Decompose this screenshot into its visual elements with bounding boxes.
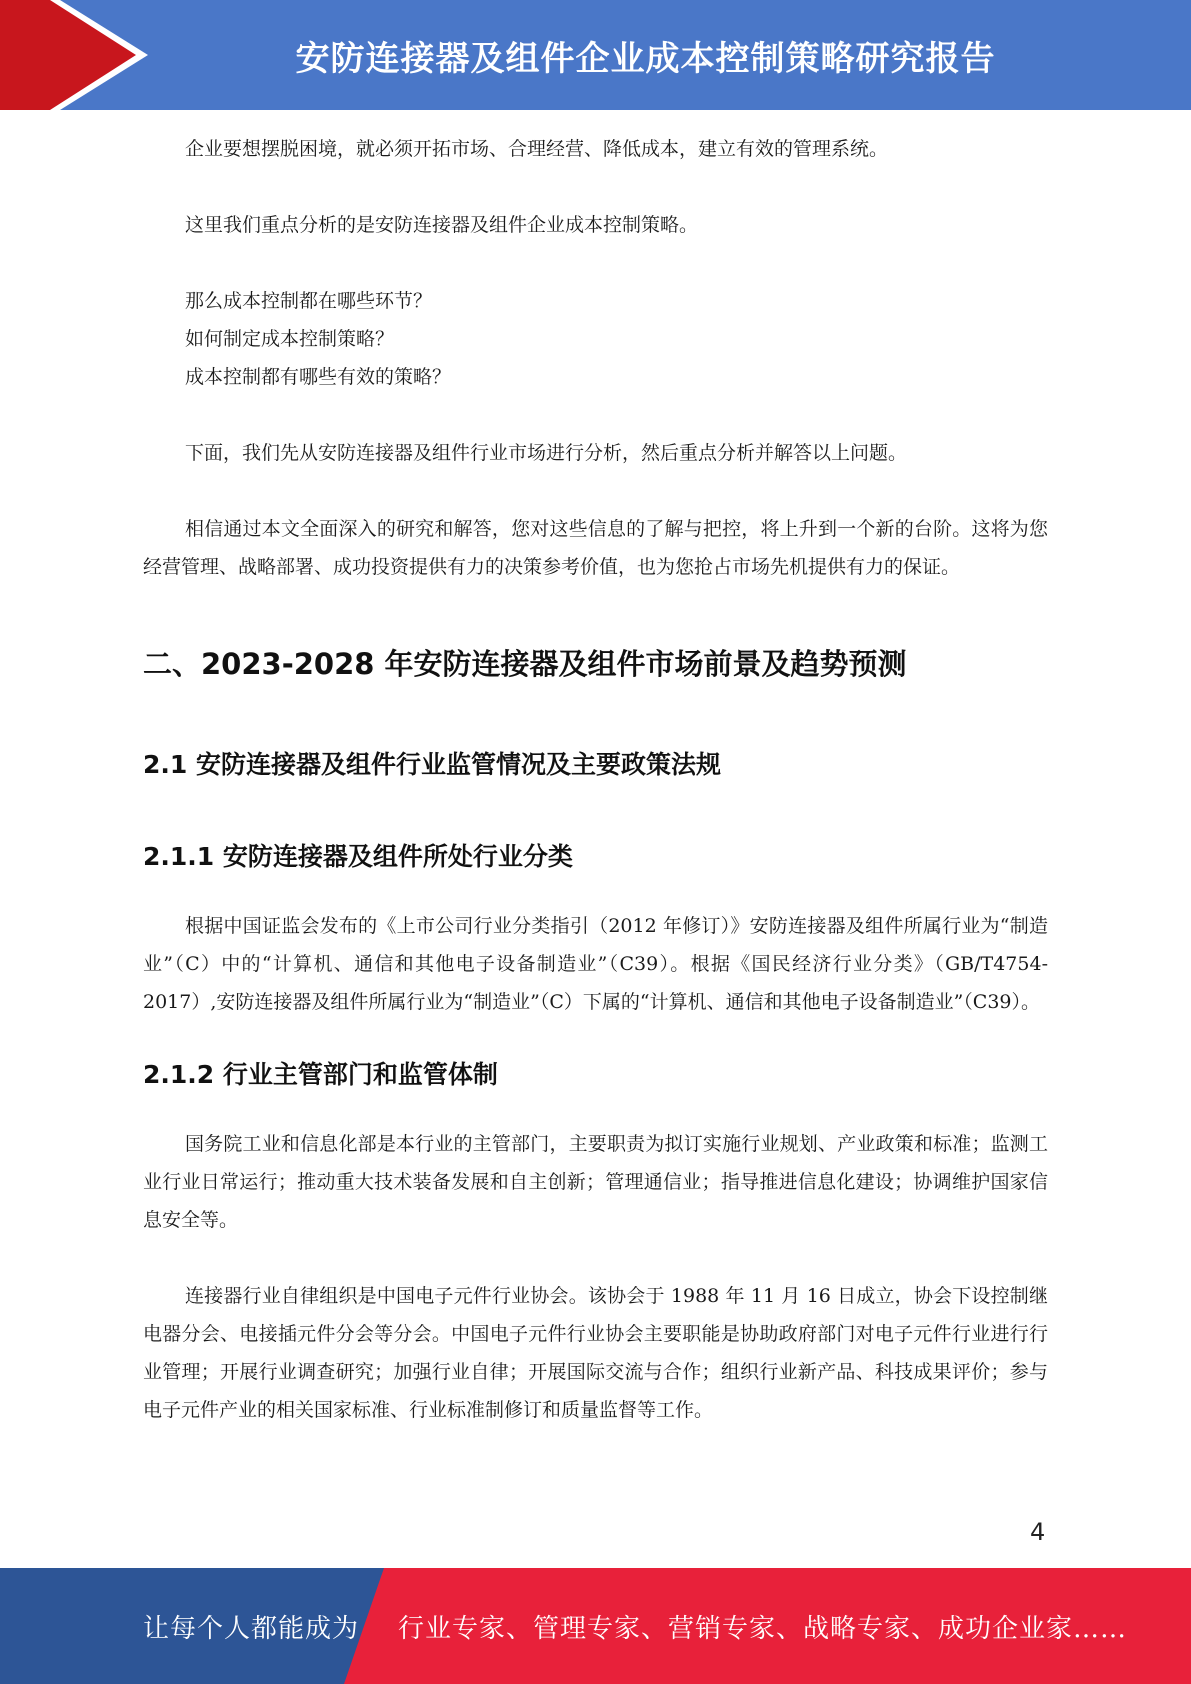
intro-question-1: 那么成本控制都在哪些环节？ xyxy=(185,290,433,312)
intro-question-2: 如何制定成本控制策略？ xyxy=(185,328,395,350)
section-2-1-1-heading: 2.1.1 安防连接器及组件所处行业分类 xyxy=(143,842,573,871)
document-title: 安防连接器及组件企业成本控制策略研究报告 xyxy=(295,38,996,79)
footer-slogan-left: 让每个人都能成为 xyxy=(143,1613,360,1644)
intro-paragraph-3: 下面，我们先从安防连接器及组件行业市场进行分析，然后重点分析并解答以上问题。 xyxy=(185,442,908,464)
header-chevron-decoration xyxy=(0,0,160,110)
section-2-1-1-body: 根据中国证监会发布的《上市公司行业分类指引（2012 年修订）》安防连接器及组件所属行业为“制造业”（C）中的“计算机、通信和其他电子设备制造业”（C39）。根据《国民经济行业分类》（GB/T4754-2017）,安防连接器及组件所属行业为“制造业”（C）下属的“计算机、通信和其他电子设备制造业”（C39）。 xyxy=(143,915,1048,1013)
section-2-1-2-heading: 2.1.2 行业主管部门和监管体制 xyxy=(143,1060,498,1089)
intro-paragraph-1: 企业要想摆脱困境，就必须开拓市场、合理经营、降低成本，建立有效的管理系统。 xyxy=(185,138,889,160)
intro-paragraph-2: 这里我们重点分析的是安防连接器及组件企业成本控制策略。 xyxy=(185,214,699,236)
intro-paragraph-4: 相信通过本文全面深入的研究和解答，您对这些信息的了解与把控，将上升到一个新的台阶。这将为您经营管理、战略部署、成功投资提供有力的决策参考价值，也为您抢占市场先机提供有力的保证。 xyxy=(143,518,1048,578)
footer-slogan-right: 行业专家、管理专家、营销专家、战略专家、成功企业家…… xyxy=(398,1613,1128,1644)
document-body xyxy=(143,130,1048,1429)
page-footer xyxy=(0,1568,1191,1684)
page-header xyxy=(0,0,1191,110)
page-number: 4 xyxy=(1030,1518,1046,1546)
section-2-1-2-body-2: 连接器行业自律组织是中国电子元件行业协会。该协会于 1988 年 11 月 16 日成立，协会下设控制继电器分会、电接插元件分会等分会。中国电子元件行业协会主要职能是协助政府部门对电子元件行业进行行业管理；开展行业调查研究；加强行业自律；开展国际交流与合作；组织行业新产品、科技成果评价；参与电子元件产业的相关国家标准、行业标准制修订和质量监督等工作。 xyxy=(143,1285,1048,1421)
section-2-1-2-body-1: 国务院工业和信息化部是本行业的主管部门，主要职责为拟订实施行业规划、产业政策和标准；监测工业行业日常运行；推动重大技术装备发展和自主创新；管理通信业；指导推进信息化建设；协调维护国家信息安全等。 xyxy=(143,1133,1048,1231)
section-2-1-heading: 2.1 安防连接器及组件行业监管情况及主要政策法规 xyxy=(143,750,721,779)
intro-question-3: 成本控制都有哪些有效的策略？ xyxy=(185,366,452,388)
section-2-heading: 二、2023-2028 年安防连接器及组件市场前景及趋势预测 xyxy=(143,647,907,681)
